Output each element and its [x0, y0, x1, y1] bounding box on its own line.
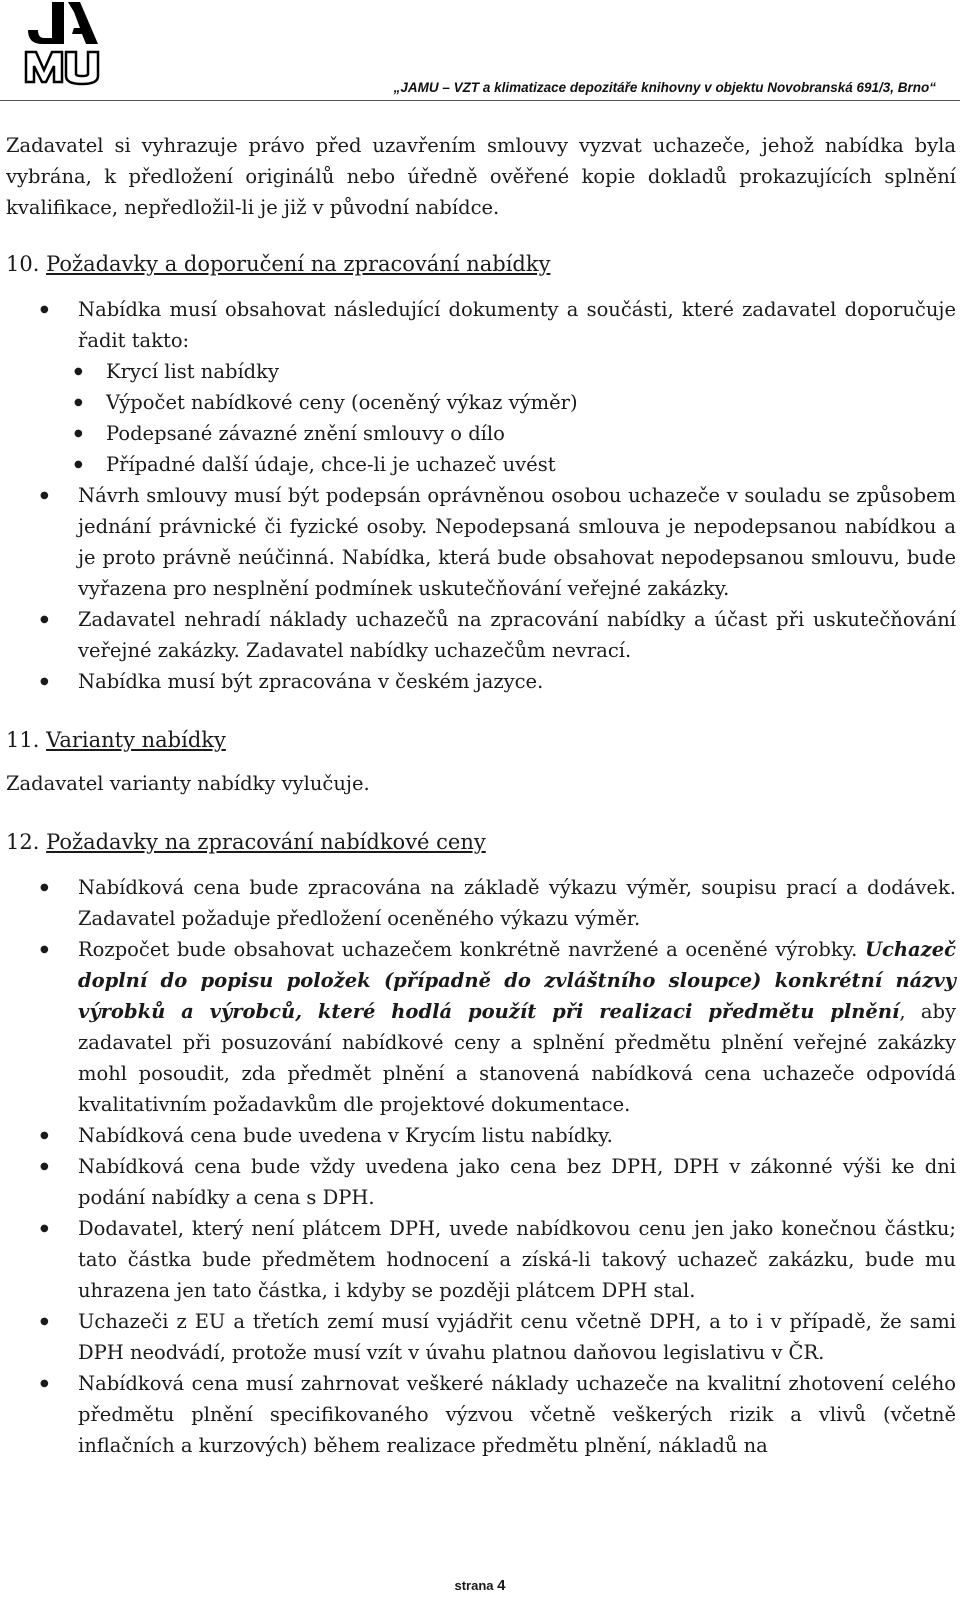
page-number: 4: [497, 1577, 506, 1594]
sublist-item: ● Případné další údaje, chce-li je uchazeč uvést: [6, 449, 956, 480]
list-item: ● Nabídková cena bude zpracována na základě výkazu výměr, soupisu prací a dodávek. Zadavatel požaduje předložení oceněného výkazu výměr.: [6, 872, 956, 934]
document-title: „JAMU – VZT a klimatizace depozitáře knihovny v objektu Novobranská 691/3, Brno“: [393, 80, 936, 95]
section-12-number: 12.: [6, 830, 40, 854]
list-item: ● Dodavatel, který není plátcem DPH, uvede nabídkovou cenu jen jako konečnou částku; tato částka bude předmětem hodnocení a získá-li takový uchazeč zakázku, bude mu uhrazena jen tato částka, i kdyby se později plátcem DPH stal.: [6, 1213, 956, 1306]
page-header: [0, 0, 960, 100]
list-item: ● Nabídková cena musí zahrnovat veškeré náklady uchazeče na kvalitní zhotovení celého předmětu plnění specifikovaného výzvou včetně veškerých rizik a vlivů (včetně inflačních a kurzových) během realizace předmětu plnění, nákladů na: [6, 1368, 956, 1461]
list-item: ● Nabídka musí být zpracována v českém jazyce.: [6, 666, 956, 697]
list-item: ● Návrh smlouvy musí být podepsán oprávněnou osobou uchazeče v souladu se způsobem jednání právnické či fyzické osoby. Nepodepsaná smlouva je nepodepsanou nabídkou a je proto právně neúčinná. Nabídka, která bude obsahovat nepodepsanou smlouvu, bude vyřazena pro nesplnění podmínek uskutečňování veřejné zakázky.: [6, 480, 956, 604]
section-10-heading: [6, 249, 956, 280]
list-item: ● Uchazeči z EU a třetích zemí musí vyjádřit cenu včetně DPH, a to i v případě, že sami DPH neodvádí, protože musí vzít v úvahu platnou daňovou legislativu v ČR.: [6, 1306, 956, 1368]
sublist-item: ● Krycí list nabídky: [6, 356, 956, 387]
list-item: ● Rozpočet bude obsahovat uchazečem konkrétně navržené a oceněné výrobky. Uchazeč doplní do popisu položek (případně do zvláštního sloupce) konkrétní názvy výrobků a výrobců, které hodlá použít při realizaci předmětu plnění, aby zadavatel při posuzování nabídkové ceny a splnění předmětu plnění veřejné zakázky mohl posoudit, zda předmět plnění a stanovená nabídková cena uchazeče odpovídá kvalitativním požadavkům dle projektové dokumentace.: [6, 934, 956, 1120]
bold-italic-text: Uchazeč doplní do popisu položek (případně do zvláštního sloupce) konkrétní názvy výrobků a výrobců, které hodlá použít při realizaci předmětu plnění: [78, 938, 957, 1023]
section-10-title: Požadavky a doporučení na zpracování nabídky: [46, 252, 551, 276]
section-12-list: [6, 872, 956, 1461]
jamu-logo: [22, 0, 104, 86]
header-rule: [0, 100, 960, 101]
list-item: ● Nabídka musí obsahovat následující dokumenty a součásti, které zadavatel doporučuje řadit takto: ● Krycí list nabídky ● Výpočet nabídkové ceny (oceněný výkaz výměr) ● Podepsané závazné znění smlouvy o dílo ● Případné další údaje, chce-li je uchazeč uvést: [6, 294, 956, 480]
sublist: [6, 356, 956, 480]
page-label: strana: [454, 1578, 494, 1593]
list-item: ● Nabídková cena bude uvedena v Krycím listu nabídky.: [6, 1120, 956, 1151]
section-10-list: [6, 294, 956, 697]
sublist-item: ● Výpočet nabídkové ceny (oceněný výkaz výměr): [6, 387, 956, 418]
page-footer: [0, 1577, 960, 1594]
sublist-item: ● Podepsané závazné znění smlouvy o dílo: [6, 418, 956, 449]
section-10-number: 10.: [6, 252, 40, 276]
intro-paragraph: Zadavatel si vyhrazuje právo před uzavřením smlouvy vyzvat uchazeče, jehož nabídka byla vybrána, k předložení originálů nebo úředně ověřené kopie dokladů prokazujících splnění kvalifikace, nepředložil-li je již v původní nabídce.: [6, 134, 956, 219]
section-12-title: Požadavky na zpracování nabídkové ceny: [46, 830, 486, 854]
section-11-number: 11.: [6, 728, 40, 752]
section-12-heading: [6, 827, 956, 858]
list-item: ● Nabídková cena bude vždy uvedena jako cena bez DPH, DPH v zákonné výši ke dni podání nabídky a cena s DPH.: [6, 1151, 956, 1213]
section-11-text: Zadavatel varianty nabídky vylučuje.: [6, 772, 370, 795]
section-11-heading: [6, 725, 956, 756]
section-11-title: Varianty nabídky: [46, 728, 226, 752]
list-item: ● Zadavatel nehradí náklady uchazečů na zpracování nabídky a účast při uskutečňování veřejné zakázky. Zadavatel nabídky uchazečům nevrací.: [6, 604, 956, 666]
page-content: [6, 130, 956, 1461]
